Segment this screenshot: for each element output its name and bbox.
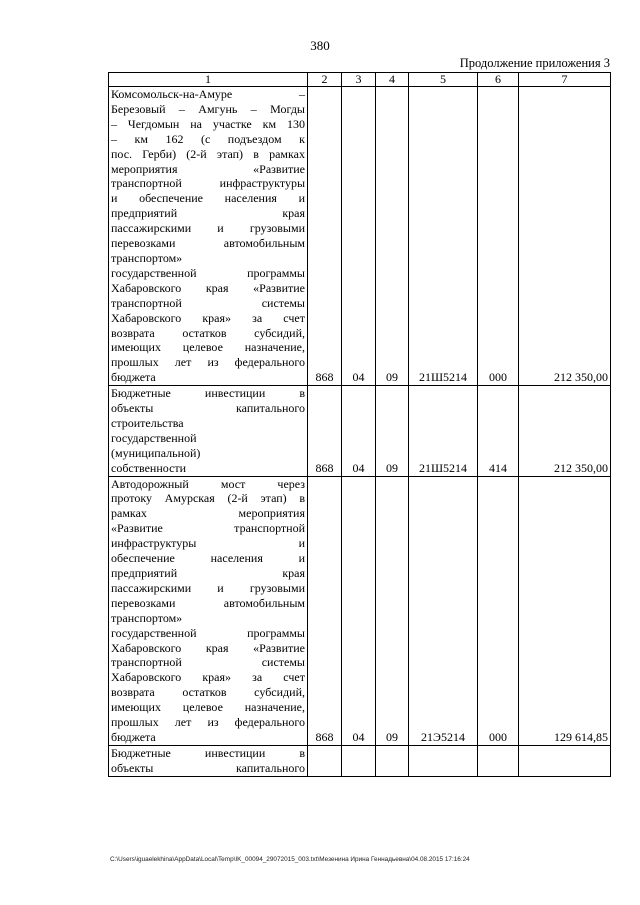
header-cell: 7 <box>519 73 611 87</box>
description-line: пассажирскими и грузовыми <box>111 221 305 236</box>
continuation-label: Продолжение приложения 3 <box>459 56 610 70</box>
description-line: и обеспечение населения и <box>111 191 305 206</box>
page-number: 380 <box>310 38 330 53</box>
description-line: Бюджетные инвестиции в <box>111 386 305 401</box>
description-line: государственной программы <box>111 625 305 640</box>
description-line: рамках мероприятия <box>111 506 305 521</box>
description-line: Хабаровского края» за счет <box>111 670 305 685</box>
description-line: Березовый – Амгунь – Могды <box>111 101 305 116</box>
cell-admin-code <box>308 745 342 776</box>
description-line: Хабаровского края» за счет <box>111 310 305 325</box>
cell-admin-code: 868 <box>308 476 342 745</box>
cell-amount: 212 350,00 <box>519 386 611 476</box>
cell-amount: 212 350,00 <box>519 87 611 386</box>
cell-section: 04 <box>342 476 376 745</box>
table-row <box>109 745 611 776</box>
cell-subsection: 09 <box>376 476 409 745</box>
header-cell: 6 <box>478 73 519 87</box>
header-cell: 4 <box>376 73 409 87</box>
cell-admin-code: 868 <box>308 87 342 386</box>
cell-subsection: 09 <box>376 87 409 386</box>
description-line: Комсомольск-на-Амуре – <box>111 87 305 101</box>
header-cell: 3 <box>342 73 376 87</box>
description-line: Автодорожный мост через <box>111 476 305 491</box>
description-line: пос. Герби) (2-й этап) в рамках <box>111 146 305 161</box>
description-line: мероприятия «Развитие <box>111 161 305 176</box>
description-line: бюджета <box>111 370 156 385</box>
cell-subsection: 09 <box>376 386 409 476</box>
row-description <box>109 87 308 386</box>
description-line: предприятий края <box>111 206 305 221</box>
cell-expense-type: 000 <box>478 476 519 745</box>
description-line: транспортной инфраструктуры <box>111 176 305 191</box>
cell-amount <box>519 745 611 776</box>
description-line: прошлых лет из федерального <box>111 715 305 730</box>
description-line: объекты капитального <box>111 401 305 416</box>
description-line: объекты капитального <box>111 760 305 775</box>
description-line: транспортом» <box>111 610 183 625</box>
description-line: строительства <box>111 415 184 430</box>
description-line: государственной программы <box>111 265 305 280</box>
cell-subsection <box>376 745 409 776</box>
description-line: протоку Амурская (2-й этап) в <box>111 491 305 506</box>
description-line: Бюджетные инвестиции в <box>111 745 305 760</box>
cell-target-article: 21Ш5214 <box>409 87 478 386</box>
budget-table <box>108 72 611 777</box>
description-line: транспортной системы <box>111 295 305 310</box>
description-line: государственной <box>111 430 197 445</box>
description-line: инфраструктуры и <box>111 536 305 551</box>
table-row <box>109 476 611 745</box>
row-description <box>109 745 308 776</box>
description-line: – км 162 (с подъездом к <box>111 131 305 146</box>
description-line: возврата остатков субсидий, <box>111 685 305 700</box>
description-line: Хабаровского края «Развитие <box>111 280 305 295</box>
description-line: Хабаровского края «Развитие <box>111 640 305 655</box>
description-line: имеющих целевое назначение, <box>111 340 305 355</box>
description-line: собственности <box>111 460 187 475</box>
row-description <box>109 386 308 476</box>
description-line: бюджета <box>111 729 156 744</box>
cell-target-article <box>409 745 478 776</box>
table-header-row <box>109 73 611 87</box>
description-line: – Чегдомын на участке км 130 <box>111 116 305 131</box>
row-description <box>109 476 308 745</box>
description-line: транспортом» <box>111 250 183 265</box>
table-row <box>109 87 611 386</box>
cell-expense-type <box>478 745 519 776</box>
description-line: транспортной системы <box>111 655 305 670</box>
description-line: обеспечение населения и <box>111 551 305 566</box>
cell-section: 04 <box>342 386 376 476</box>
header-cell: 2 <box>308 73 342 87</box>
description-line: предприятий края <box>111 566 305 580</box>
cell-section <box>342 745 376 776</box>
cell-expense-type: 000 <box>478 87 519 386</box>
description-line: «Развитие транспортной <box>111 521 305 536</box>
cell-amount: 129 614,85 <box>519 476 611 745</box>
cell-admin-code: 868 <box>308 386 342 476</box>
description-line: перевозками автомобильным <box>111 236 305 251</box>
header-cell: 5 <box>409 73 478 87</box>
description-line: пассажирскими и грузовыми <box>111 580 305 595</box>
table-row <box>109 386 611 476</box>
cell-section: 04 <box>342 87 376 386</box>
description-line: (муниципальной) <box>111 445 201 460</box>
description-line: перевозками автомобильным <box>111 595 305 610</box>
description-line: прошлых лет из федерального <box>111 355 305 370</box>
description-line: имеющих целевое назначение, <box>111 700 305 715</box>
cell-target-article: 21Э5214 <box>409 476 478 745</box>
cell-expense-type: 414 <box>478 386 519 476</box>
description-line: возврата остатков субсидий, <box>111 325 305 340</box>
header-cell: 1 <box>109 73 308 87</box>
file-path-footer: C:\Users\iguaelekhina\AppData\Local\Temp\IK_00094_29072015_003.txt\Мезенина Ирина Геннадьевна\04.08.2015 17:16:24 <box>110 856 470 863</box>
cell-target-article: 21Ш5214 <box>409 386 478 476</box>
